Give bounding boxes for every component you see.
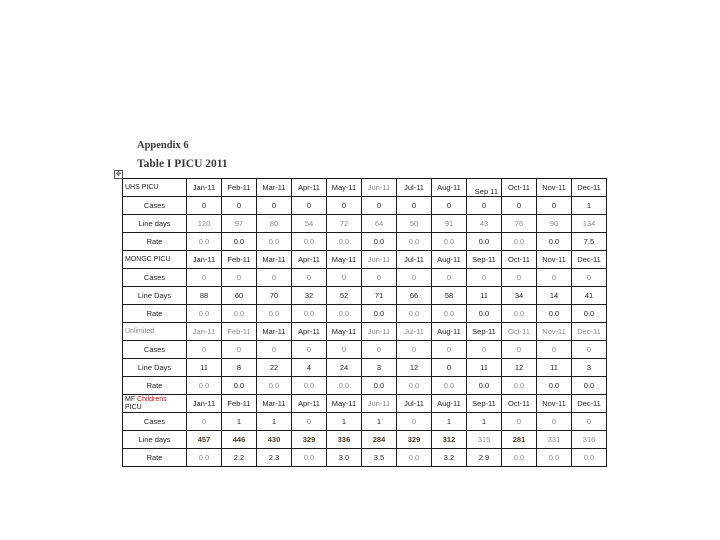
month-header: Jan-11 xyxy=(187,179,222,197)
cell: 0.0 xyxy=(572,377,607,395)
month-header: Jan-11 xyxy=(187,323,222,341)
month-header: May-11 xyxy=(327,179,362,197)
cell: 0 xyxy=(222,197,257,215)
cell: 1 xyxy=(432,413,467,431)
row-label: Cases xyxy=(123,341,187,359)
cell: 32 xyxy=(292,287,327,305)
cell: 329 xyxy=(292,431,327,449)
cell: 0 xyxy=(187,197,222,215)
cell: 331 xyxy=(537,431,572,449)
month-header: Sep-11 xyxy=(467,251,502,269)
cell: 0.0 xyxy=(187,305,222,323)
unit-name xyxy=(123,395,187,413)
section-header-row xyxy=(123,395,607,413)
cell: 12 xyxy=(397,359,432,377)
cell: 0 xyxy=(397,269,432,287)
section-header-row xyxy=(123,251,607,269)
cell: 0.0 xyxy=(187,449,222,467)
cell: 0 xyxy=(292,341,327,359)
cell: 11 xyxy=(187,359,222,377)
month-header: Feb-11 xyxy=(222,251,257,269)
month-header: Oct-11 xyxy=(502,323,537,341)
cell: 329 xyxy=(397,431,432,449)
cell: 76 xyxy=(502,215,537,233)
month-header: Dec-11 xyxy=(572,251,607,269)
cases-row xyxy=(123,413,607,431)
cell: 88 xyxy=(187,287,222,305)
cell: 0.0 xyxy=(397,377,432,395)
cell: 0.0 xyxy=(327,377,362,395)
cell: 134 xyxy=(572,215,607,233)
cell: 64 xyxy=(362,215,397,233)
cell: 0 xyxy=(432,359,467,377)
month-header: May-11 xyxy=(327,251,362,269)
month-header: Aug-11 xyxy=(432,251,467,269)
month-header: Aug-11 xyxy=(432,179,467,197)
cell: 0 xyxy=(397,413,432,431)
month-header: Nov-11 xyxy=(537,323,572,341)
cell: 0 xyxy=(222,341,257,359)
cell: 0.0 xyxy=(467,377,502,395)
cell: 2.2 xyxy=(222,449,257,467)
cell: 0 xyxy=(537,341,572,359)
cell: 0 xyxy=(362,341,397,359)
month-header: May-11 xyxy=(327,395,362,413)
month-header: Apr-11 xyxy=(292,323,327,341)
cell: 316 xyxy=(572,431,607,449)
row-label: Cases xyxy=(123,413,187,431)
cell: 4 xyxy=(292,359,327,377)
rate-row xyxy=(123,449,607,467)
cell: 312 xyxy=(432,431,467,449)
cell: 0.0 xyxy=(292,233,327,251)
month-header: Jan-11 xyxy=(187,395,222,413)
cell: 281 xyxy=(502,431,537,449)
cell: 8 xyxy=(222,359,257,377)
section-header-row xyxy=(123,323,607,341)
cell: 0 xyxy=(537,413,572,431)
cell: 0 xyxy=(292,197,327,215)
month-header: Oct-11 xyxy=(502,179,537,197)
cell: 0.0 xyxy=(572,449,607,467)
cell: 0.0 xyxy=(397,449,432,467)
cell: 0.0 xyxy=(257,233,292,251)
cell: 22 xyxy=(257,359,292,377)
cases-row xyxy=(123,197,607,215)
month-header: Jul-11 xyxy=(397,323,432,341)
cell: 0 xyxy=(432,341,467,359)
row-label: Line days xyxy=(123,431,187,449)
cases-row xyxy=(123,269,607,287)
cell: 0.0 xyxy=(397,305,432,323)
cell: 71 xyxy=(362,287,397,305)
month-header: Apr-11 xyxy=(292,251,327,269)
cell: 72 xyxy=(327,215,362,233)
cell: 0.0 xyxy=(537,449,572,467)
month-header: May-11 xyxy=(327,323,362,341)
table-move-handle-icon[interactable]: ✥ xyxy=(115,170,122,178)
cell: 0.0 xyxy=(222,305,257,323)
line-days-row xyxy=(123,431,607,449)
unit-name: MONGC PICU xyxy=(123,251,187,269)
month-header: Apr-11 xyxy=(292,179,327,197)
cell: 0.0 xyxy=(292,377,327,395)
cell: 41 xyxy=(572,287,607,305)
cell: 90 xyxy=(537,215,572,233)
cell: 91 xyxy=(432,215,467,233)
cell: 0.0 xyxy=(222,233,257,251)
cell: 58 xyxy=(432,287,467,305)
cell: 2.9 xyxy=(467,449,502,467)
section-header-row xyxy=(123,179,607,197)
appendix-label: Appendix 6 xyxy=(137,140,189,151)
cell: 0.0 xyxy=(537,233,572,251)
row-label: Line Days xyxy=(123,287,187,305)
cell: 0.0 xyxy=(292,449,327,467)
cell: 3 xyxy=(362,359,397,377)
cell: 446 xyxy=(222,431,257,449)
cell: 0 xyxy=(292,413,327,431)
month-header: Jun-11 xyxy=(362,251,397,269)
cell: 66 xyxy=(397,287,432,305)
month-header: Aug-11 xyxy=(432,323,467,341)
month-header: Oct-11 xyxy=(502,251,537,269)
month-header: Dec-11 xyxy=(572,395,607,413)
cell: 3.2 xyxy=(432,449,467,467)
cell: 50 xyxy=(397,215,432,233)
cell: 336 xyxy=(327,431,362,449)
month-header: Mar-11 xyxy=(257,251,292,269)
cell: 0.0 xyxy=(432,233,467,251)
month-header: Mar-11 xyxy=(257,395,292,413)
cell: 11 xyxy=(537,359,572,377)
cell: 0 xyxy=(187,341,222,359)
line-days-row xyxy=(123,287,607,305)
cell: 0 xyxy=(397,197,432,215)
cell: 0 xyxy=(292,269,327,287)
rate-row xyxy=(123,233,607,251)
cell: 0.0 xyxy=(187,377,222,395)
month-header: Sep-11 xyxy=(467,395,502,413)
cell: 0.0 xyxy=(222,377,257,395)
cell: 0.0 xyxy=(362,233,397,251)
cell: 0 xyxy=(572,269,607,287)
cell: 0.0 xyxy=(257,377,292,395)
month-header: Nov-11 xyxy=(537,179,572,197)
cell: 11 xyxy=(467,287,502,305)
cell: 0 xyxy=(432,269,467,287)
cell: 12 xyxy=(502,359,537,377)
cell: 0.0 xyxy=(502,305,537,323)
table-title: Table I PICU 2011 xyxy=(137,158,228,170)
cell: 0 xyxy=(572,341,607,359)
cell: 1 xyxy=(222,413,257,431)
cell: 457 xyxy=(187,431,222,449)
cell: 0 xyxy=(537,197,572,215)
unit-name: UHS PICU xyxy=(123,179,187,197)
row-label: Rate xyxy=(123,449,187,467)
month-header: Sep 11 xyxy=(467,179,502,197)
cell: 0 xyxy=(187,413,222,431)
cell: 0 xyxy=(397,341,432,359)
month-header: Jun-11 xyxy=(362,395,397,413)
cell: 7.5 xyxy=(572,233,607,251)
cell: 0.0 xyxy=(397,233,432,251)
cell: 52 xyxy=(327,287,362,305)
month-header: Nov-11 xyxy=(537,251,572,269)
month-header: Feb-11 xyxy=(222,323,257,341)
cell: 1 xyxy=(327,413,362,431)
cell: 0 xyxy=(502,197,537,215)
cell: 0.0 xyxy=(572,305,607,323)
cell: 34 xyxy=(502,287,537,305)
cell: 0.0 xyxy=(362,377,397,395)
cell: 3.5 xyxy=(362,449,397,467)
cell: 0.0 xyxy=(502,377,537,395)
cell: 43 xyxy=(467,215,502,233)
picu-data-table xyxy=(122,178,607,467)
month-header: Dec-11 xyxy=(572,323,607,341)
cell: 0.0 xyxy=(187,233,222,251)
unit-name-flagged-word: Childrens xyxy=(137,395,167,403)
month-header: Feb-11 xyxy=(222,179,257,197)
row-label: Rate xyxy=(123,233,187,251)
cell: 54 xyxy=(292,215,327,233)
rate-row xyxy=(123,305,607,323)
cell: 0 xyxy=(362,269,397,287)
cell: 0.0 xyxy=(362,305,397,323)
rate-row xyxy=(123,377,607,395)
cell: 11 xyxy=(467,359,502,377)
cell: 0 xyxy=(432,197,467,215)
month-header: Aug-11 xyxy=(432,395,467,413)
cell: 0.0 xyxy=(467,233,502,251)
cell: 0 xyxy=(502,269,537,287)
month-header: Jun-11 xyxy=(362,323,397,341)
cell: 70 xyxy=(257,287,292,305)
cell: 0.0 xyxy=(432,305,467,323)
line-days-row xyxy=(123,215,607,233)
cell: 1 xyxy=(362,413,397,431)
month-header: Jul-11 xyxy=(397,395,432,413)
cell: 0 xyxy=(222,269,257,287)
cell: 0.0 xyxy=(537,305,572,323)
row-label: Line days xyxy=(123,215,187,233)
cell: 3 xyxy=(572,359,607,377)
cell: 0.0 xyxy=(327,233,362,251)
cell: 0 xyxy=(187,269,222,287)
cell: 0 xyxy=(502,413,537,431)
cell: 315 xyxy=(467,431,502,449)
cell: 0.0 xyxy=(537,377,572,395)
line-days-row xyxy=(123,359,607,377)
row-label: Cases xyxy=(123,269,187,287)
cell: 120 xyxy=(187,215,222,233)
cell: 0 xyxy=(257,197,292,215)
cell: 1 xyxy=(257,413,292,431)
cell: 0 xyxy=(327,197,362,215)
month-header: Apr-11 xyxy=(292,395,327,413)
month-header: Jul-11 xyxy=(397,179,432,197)
row-label: Rate xyxy=(123,305,187,323)
cell: 0.0 xyxy=(467,305,502,323)
cell: 0 xyxy=(572,413,607,431)
row-label: Rate xyxy=(123,377,187,395)
month-header: Mar-11 xyxy=(257,323,292,341)
cell: 0.0 xyxy=(292,305,327,323)
cell: 97 xyxy=(222,215,257,233)
month-header: Nov-11 xyxy=(537,395,572,413)
cell: 0 xyxy=(257,341,292,359)
month-header: Dec-11 xyxy=(572,179,607,197)
row-label: Line Days xyxy=(123,359,187,377)
unit-name: Unlimited xyxy=(123,323,187,341)
cell: 2.3 xyxy=(257,449,292,467)
cases-row xyxy=(123,341,607,359)
cell: 0.0 xyxy=(502,233,537,251)
month-header: Jun-11 xyxy=(362,179,397,197)
cell: 0 xyxy=(257,269,292,287)
cell: 14 xyxy=(537,287,572,305)
cell: 0 xyxy=(467,269,502,287)
cell: 0 xyxy=(467,341,502,359)
cell: 0 xyxy=(467,197,502,215)
cell: 80 xyxy=(257,215,292,233)
month-header: Feb-11 xyxy=(222,395,257,413)
cell: 0.0 xyxy=(327,305,362,323)
cell: 0 xyxy=(327,341,362,359)
cell: 284 xyxy=(362,431,397,449)
cell: 24 xyxy=(327,359,362,377)
cell: 0 xyxy=(502,341,537,359)
cell: 0 xyxy=(537,269,572,287)
cell: 3.0 xyxy=(327,449,362,467)
cell: 60 xyxy=(222,287,257,305)
unit-name-line2: PICU xyxy=(125,403,142,411)
month-header: Mar-11 xyxy=(257,179,292,197)
cell: 0.0 xyxy=(502,449,537,467)
month-header: Sep-11 xyxy=(467,323,502,341)
cell: 0.0 xyxy=(257,305,292,323)
cell: 1 xyxy=(467,413,502,431)
month-header: Jul-11 xyxy=(397,251,432,269)
unit-name-prefix: MF xyxy=(125,395,136,403)
cell: 1 xyxy=(572,197,607,215)
cell: 0 xyxy=(362,197,397,215)
cell: 0 xyxy=(327,269,362,287)
row-label: Cases xyxy=(123,197,187,215)
cell: 0.0 xyxy=(432,377,467,395)
month-header: Oct-11 xyxy=(502,395,537,413)
month-header: Jan-11 xyxy=(187,251,222,269)
cell: 430 xyxy=(257,431,292,449)
